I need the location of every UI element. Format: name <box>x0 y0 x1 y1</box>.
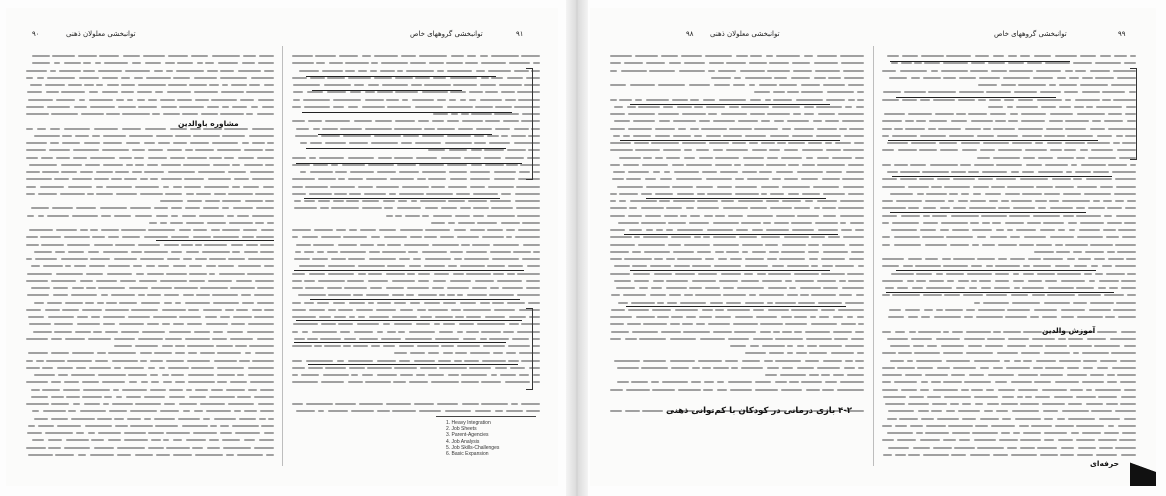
footnote: 5. Job Skills-Challenges <box>446 444 500 451</box>
text-line <box>292 262 540 269</box>
text-line <box>26 349 274 356</box>
underline-mark <box>308 364 518 365</box>
underline-mark <box>890 61 1070 62</box>
text-line <box>26 197 274 204</box>
text-line <box>26 342 274 349</box>
text-line <box>26 204 274 211</box>
text-line <box>882 400 1136 407</box>
text-line <box>292 219 540 226</box>
text-line <box>292 161 540 168</box>
text-line <box>882 299 1136 306</box>
footnote-rule <box>436 416 536 417</box>
text-line <box>610 183 864 190</box>
book-gutter <box>566 0 588 496</box>
text-line <box>292 139 540 146</box>
underline-mark <box>626 306 846 307</box>
text-line <box>610 284 864 291</box>
text-line <box>882 248 1136 255</box>
text-line <box>292 328 540 335</box>
text-line <box>26 139 274 146</box>
text-line <box>292 183 540 190</box>
text-line <box>882 335 1136 342</box>
text-line <box>610 393 864 400</box>
text-line <box>610 291 864 298</box>
text-line <box>26 378 274 385</box>
underline-mark <box>310 299 520 300</box>
underline-mark <box>294 270 524 271</box>
text-line <box>610 299 864 306</box>
text-line <box>26 284 274 291</box>
text-line <box>26 262 274 269</box>
underline-mark <box>646 198 826 199</box>
right-outer-header: توانبخشی معلولان ذهنی <box>710 30 780 38</box>
text-line <box>610 371 864 378</box>
text-line <box>26 371 274 378</box>
underline-mark <box>312 90 462 91</box>
text-line <box>882 386 1136 393</box>
underline-mark <box>304 198 500 199</box>
text-line <box>882 444 1136 451</box>
text-line <box>882 241 1136 248</box>
text-line <box>610 168 864 175</box>
text-line <box>292 168 540 175</box>
text-line <box>882 132 1136 139</box>
text-line <box>882 110 1136 117</box>
underline-mark <box>630 270 830 271</box>
text-line <box>292 306 540 313</box>
right-inner-header: توانبخشی گروههای خاص <box>994 30 1067 38</box>
text-line <box>26 248 274 255</box>
text-line <box>26 175 274 182</box>
underline-mark <box>888 140 1098 141</box>
text-line <box>610 378 864 385</box>
left-inner-page-number: ۹۱ <box>516 30 524 38</box>
text-line <box>610 52 864 59</box>
left-outer-header: توانبخشی معلولان ذهنی <box>66 30 136 38</box>
right-page-column-b <box>882 52 1136 458</box>
text-line <box>292 378 540 385</box>
left-inner-header: توانبخشی گروههای خاص <box>410 30 483 38</box>
text-line <box>882 190 1136 197</box>
text-line <box>26 357 274 364</box>
text-line <box>26 270 274 277</box>
text-line <box>292 277 540 284</box>
text-line <box>610 241 864 248</box>
text-line <box>610 226 864 233</box>
text-line <box>882 88 1136 95</box>
text-line <box>882 168 1136 175</box>
text-line <box>882 52 1136 59</box>
underline-mark <box>890 212 1086 213</box>
text-line <box>882 436 1136 443</box>
text-line <box>610 74 864 81</box>
text-line <box>26 161 274 168</box>
text-line <box>26 313 274 320</box>
text-line <box>26 67 274 74</box>
text-line <box>26 407 274 414</box>
text-line <box>882 313 1136 320</box>
text-line <box>292 175 540 182</box>
text-line <box>292 342 540 349</box>
text-line <box>26 132 274 139</box>
text-line <box>292 320 540 327</box>
footnotes <box>446 420 542 457</box>
text-line <box>610 386 864 393</box>
text-line <box>610 248 864 255</box>
text-line <box>610 161 864 168</box>
text-line <box>26 429 274 436</box>
left-heading-counseling: مشاوره باوالدین <box>178 119 239 128</box>
text-line <box>26 335 274 342</box>
text-line <box>610 219 864 226</box>
text-line <box>292 212 540 219</box>
text-line <box>26 183 274 190</box>
text-line <box>26 415 274 422</box>
text-line <box>882 67 1136 74</box>
text-line <box>26 212 274 219</box>
text-line <box>26 393 274 400</box>
text-line <box>26 451 274 458</box>
text-line <box>26 328 274 335</box>
text-line <box>292 349 540 356</box>
text-line <box>26 154 274 161</box>
text-line <box>292 233 540 240</box>
text-line <box>26 110 274 117</box>
text-line <box>882 357 1136 364</box>
text-line <box>26 226 274 233</box>
text-line <box>26 168 274 175</box>
text-line <box>610 349 864 356</box>
text-line <box>610 328 864 335</box>
text-line <box>26 59 274 66</box>
underline-mark <box>892 176 1112 177</box>
underline-mark <box>156 240 274 241</box>
text-line <box>610 262 864 269</box>
footnote: 1. Heavy Integration <box>446 420 491 426</box>
right-heading-play-therapy: ۴-۲ بازی درمانی در کودکان با کم‌توانی ذهنی <box>666 406 853 416</box>
text-line <box>882 262 1136 269</box>
underline-mark <box>896 270 1096 271</box>
text-line <box>292 393 540 400</box>
text-line <box>882 407 1136 414</box>
text-line <box>882 378 1136 385</box>
text-line <box>610 81 864 88</box>
right-heading-vocational: حرفه‌ای <box>1090 459 1119 468</box>
text-line <box>610 320 864 327</box>
text-line <box>882 154 1136 161</box>
text-line <box>610 67 864 74</box>
text-line <box>882 429 1136 436</box>
text-line <box>882 255 1136 262</box>
footnote: 6. Basic Expansion <box>446 451 489 458</box>
text-line <box>292 204 540 211</box>
text-line <box>610 125 864 132</box>
text-line <box>26 422 274 429</box>
text-line <box>882 197 1136 204</box>
text-line <box>882 146 1136 153</box>
text-line <box>610 59 864 66</box>
text-line <box>882 306 1136 313</box>
margin-bracket <box>526 308 533 390</box>
text-line <box>882 415 1136 422</box>
text-line <box>882 277 1136 284</box>
text-line <box>26 255 274 262</box>
text-line <box>882 371 1136 378</box>
text-line <box>26 277 274 284</box>
text-line <box>292 96 540 103</box>
text-line <box>882 204 1136 211</box>
text-line <box>292 255 540 262</box>
text-line <box>292 81 540 88</box>
text-line <box>610 277 864 284</box>
margin-bracket <box>1130 68 1137 160</box>
text-line <box>26 88 274 95</box>
text-line <box>882 320 1136 327</box>
text-line <box>610 96 864 103</box>
text-line <box>292 52 540 59</box>
margin-bracket <box>526 68 533 180</box>
underline-mark <box>318 134 492 135</box>
text-line <box>26 436 274 443</box>
text-line <box>882 342 1136 349</box>
right-page <box>590 8 1156 486</box>
text-line <box>26 320 274 327</box>
text-line <box>292 190 540 197</box>
left-page-column-a <box>26 52 274 458</box>
text-line <box>882 349 1136 356</box>
right-outer-page-number: ۹۸ <box>686 30 694 38</box>
text-line <box>26 74 274 81</box>
footnote: 2. Job Sheets <box>446 426 477 433</box>
text-line <box>882 226 1136 233</box>
text-line <box>26 103 274 110</box>
right-column-separator <box>873 46 874 466</box>
text-line <box>292 407 540 414</box>
text-line <box>882 393 1136 400</box>
text-line <box>26 364 274 371</box>
text-line <box>610 255 864 262</box>
text-line <box>882 328 1136 335</box>
text-line <box>610 175 864 182</box>
text-line <box>292 103 540 110</box>
text-line <box>610 146 864 153</box>
text-line <box>292 357 540 364</box>
text-line <box>26 444 274 451</box>
underline-mark <box>624 234 838 235</box>
text-line <box>610 212 864 219</box>
text-line <box>610 190 864 197</box>
text-line <box>292 248 540 255</box>
footnote: 4. Job Analysis <box>446 438 480 445</box>
text-line <box>610 117 864 124</box>
left-page <box>6 8 558 486</box>
text-line <box>292 241 540 248</box>
text-line <box>610 132 864 139</box>
text-line <box>292 226 540 233</box>
underline-mark <box>306 148 506 149</box>
underline-mark <box>296 163 522 164</box>
text-line <box>292 67 540 74</box>
underline-mark <box>620 140 840 141</box>
text-line <box>610 342 864 349</box>
text-line <box>292 117 540 124</box>
underline-mark <box>296 320 522 321</box>
text-line <box>26 306 274 313</box>
text-line <box>882 74 1136 81</box>
text-line <box>26 146 274 153</box>
left-page-column-b <box>292 52 540 415</box>
text-line <box>26 291 274 298</box>
underline-mark <box>896 97 1056 98</box>
footnote: 3. Parent-Agencies <box>446 432 489 439</box>
text-line <box>292 291 540 298</box>
text-line <box>292 125 540 132</box>
text-line <box>26 52 274 59</box>
text-line <box>610 364 864 371</box>
text-line <box>882 233 1136 240</box>
text-line <box>882 451 1136 458</box>
text-line <box>610 313 864 320</box>
text-line <box>882 364 1136 371</box>
underline-mark <box>886 292 1114 293</box>
text-line <box>882 103 1136 110</box>
text-line <box>882 81 1136 88</box>
text-line <box>882 422 1136 429</box>
text-line <box>26 81 274 88</box>
text-line <box>26 241 274 248</box>
right-inner-page-number: ۹۹ <box>1118 30 1126 38</box>
text-line <box>26 190 274 197</box>
text-line <box>610 110 864 117</box>
text-line <box>610 88 864 95</box>
text-line <box>610 154 864 161</box>
text-line <box>610 335 864 342</box>
text-line <box>610 204 864 211</box>
text-line <box>882 284 1136 291</box>
text-line <box>292 59 540 66</box>
text-line <box>26 219 274 226</box>
right-heading-parent-training: آموزش والدین <box>1042 326 1096 335</box>
text-line <box>292 154 540 161</box>
text-line <box>610 357 864 364</box>
text-line <box>882 219 1136 226</box>
page-corner-shadow <box>1130 456 1156 486</box>
text-line <box>882 117 1136 124</box>
text-line <box>26 299 274 306</box>
text-line <box>882 183 1136 190</box>
underline-mark <box>302 112 512 113</box>
text-line <box>882 161 1136 168</box>
text-line <box>292 386 540 393</box>
text-line <box>26 96 274 103</box>
underline-mark <box>630 104 830 105</box>
left-outer-page-number: ۹۰ <box>32 30 40 38</box>
text-line <box>292 371 540 378</box>
text-line <box>292 132 540 139</box>
text-line <box>292 400 540 407</box>
underline-mark <box>294 342 506 343</box>
left-column-separator <box>282 46 283 466</box>
text-line <box>292 335 540 342</box>
text-line <box>292 284 540 291</box>
text-line <box>292 74 540 81</box>
text-line <box>882 125 1136 132</box>
underline-mark <box>306 76 496 77</box>
text-line <box>26 386 274 393</box>
text-line <box>26 400 274 407</box>
